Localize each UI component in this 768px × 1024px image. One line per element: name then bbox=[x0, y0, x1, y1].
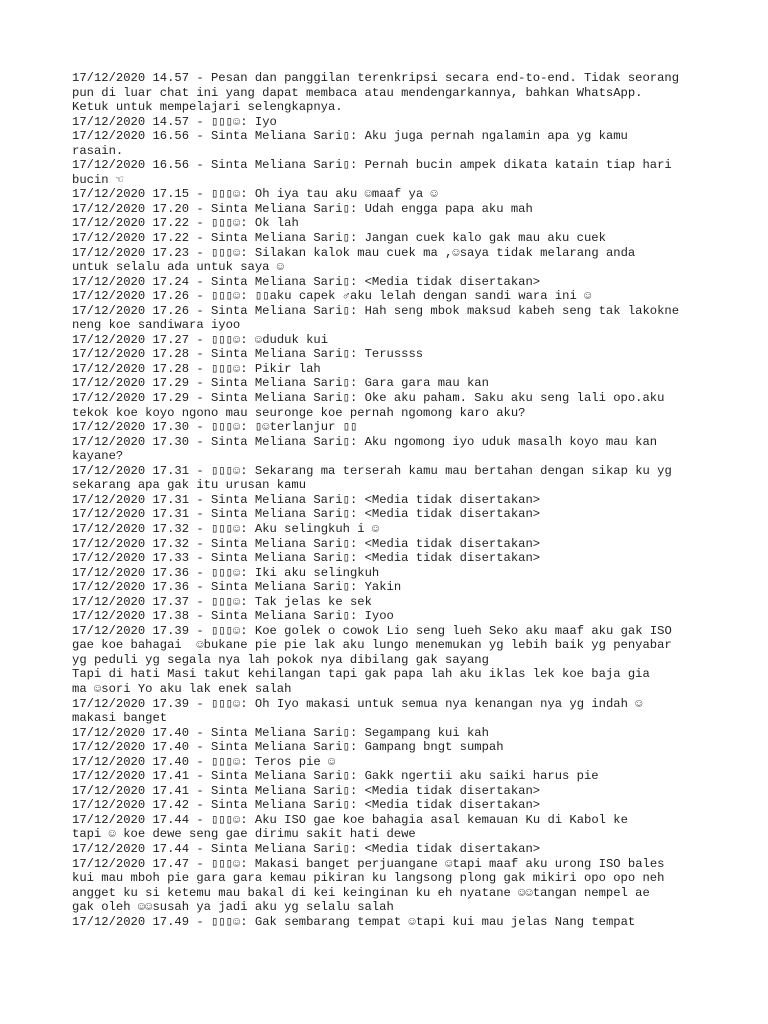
text-line: 17/12/2020 17.36 - ▯▯▯☺: Iki aku selingkuh bbox=[72, 565, 380, 580]
text-line: 17/12/2020 16.56 - Sinta Meliana Sari▯: Aku juga pernah ngalamin apa yg kamu bbox=[72, 129, 628, 144]
chat-export-text bbox=[72, 71, 702, 929]
text-line: yg peduli yg segala nya lah pokok nya dibilang gak sayang bbox=[72, 652, 489, 667]
text-line: 17/12/2020 17.47 - ▯▯▯☺: Makasi banget perjuangane ☺tapi maaf aku urong ISO bales bbox=[72, 856, 665, 871]
text-line: 17/12/2020 17.27 - ▯▯▯☺: ☺duduk kui bbox=[72, 332, 329, 347]
text-line: 17/12/2020 17.44 - ▯▯▯☺: Aku ISO gae koe bahagia asal kemauan Ku di Kabol ke bbox=[72, 812, 628, 827]
text-line: 17/12/2020 17.37 - ▯▯▯☺: Tak jelas ke sek bbox=[72, 594, 372, 609]
text-line: 17/12/2020 17.28 - Sinta Meliana Sari▯: Terussss bbox=[72, 347, 424, 362]
text-line: 17/12/2020 17.42 - Sinta Meliana Sari▯: <Media tidak disertakan> bbox=[72, 798, 541, 813]
text-line: 17/12/2020 17.40 - Sinta Meliana Sari▯: Segampang kui kah bbox=[72, 725, 489, 740]
text-line: sekarang apa gak itu urusan kamu bbox=[72, 478, 307, 493]
text-line: 17/12/2020 17.31 - Sinta Meliana Sari▯: <Media tidak disertakan> bbox=[72, 507, 541, 522]
text-line: 17/12/2020 17.36 - Sinta Meliana Sari▯: Yakin bbox=[72, 580, 402, 595]
text-line: 17/12/2020 16.56 - Sinta Meliana Sari▯: Pernah bucin ampek dikata katain tiap hari bbox=[72, 158, 672, 173]
text-line: kayane? bbox=[72, 449, 124, 464]
text-line: 17/12/2020 17.41 - Sinta Meliana Sari▯: Gakk ngertii aku saiki harus pie bbox=[72, 769, 599, 784]
text-line: gak oleh ☺☺susah ya jadi aku yg selalu salah bbox=[72, 900, 394, 915]
text-line: 17/12/2020 17.39 - ▯▯▯☺: Koe golek o cowok Lio seng lueh Seko aku maaf aku gak ISO bbox=[72, 623, 672, 638]
text-line: 17/12/2020 17.31 - ▯▯▯☺: Sekarang ma terserah kamu mau bertahan dengan sikap ku yg bbox=[72, 463, 672, 478]
text-line: untuk selalu ada untuk saya ☺ bbox=[72, 260, 285, 275]
text-line: kui mau mboh pie gara gara kemau pikiran ku langsong plong gak mikiri opo opo neh bbox=[72, 871, 665, 886]
text-line: 17/12/2020 17.30 - Sinta Meliana Sari▯: Aku ngomong iyo uduk masalh koyo mau kan bbox=[72, 434, 658, 449]
text-line: 17/12/2020 17.26 - ▯▯▯☺: ▯▯aku capek ♂aku lelah dengan sandi wara ini ☺ bbox=[72, 289, 592, 304]
text-line: 17/12/2020 17.32 - Sinta Meliana Sari▯: <Media tidak disertakan> bbox=[72, 536, 541, 551]
text-line: 17/12/2020 17.22 - ▯▯▯☺: Ok lah bbox=[72, 216, 299, 231]
text-line: 17/12/2020 17.31 - Sinta Meliana Sari▯: <Media tidak disertakan> bbox=[72, 492, 541, 507]
text-line: rasain. bbox=[72, 143, 124, 158]
text-line: pun di luar chat ini yang dapat membaca atau mendengarkannya, bahkan WhatsApp. bbox=[72, 85, 643, 100]
text-line: 17/12/2020 17.29 - Sinta Meliana Sari▯: Oke aku paham. Saku aku seng lali opo.aku bbox=[72, 391, 665, 406]
text-line: 17/12/2020 14.57 - ▯▯▯☺: Iyo bbox=[72, 114, 277, 129]
text-line: 17/12/2020 17.24 - Sinta Meliana Sari▯: <Media tidak disertakan> bbox=[72, 274, 541, 289]
text-line: 17/12/2020 17.28 - ▯▯▯☺: Pikir lah bbox=[72, 361, 321, 376]
text-line: angget ku si ketemu mau bakal di kei keinginan ku eh nyatane ☺☺tangan nempel ae bbox=[72, 885, 650, 900]
text-line: 17/12/2020 17.33 - Sinta Meliana Sari▯: <Media tidak disertakan> bbox=[72, 551, 541, 566]
text-line: 17/12/2020 17.38 - Sinta Meliana Sari▯: Iyoo bbox=[72, 609, 394, 624]
text-line: 17/12/2020 17.40 - Sinta Meliana Sari▯: Gampang bngt sumpah bbox=[72, 740, 504, 755]
text-line: Ketuk untuk mempelajari selengkapnya. bbox=[72, 100, 343, 115]
text-line: 17/12/2020 17.29 - Sinta Meliana Sari▯: Gara gara mau kan bbox=[72, 376, 489, 391]
text-line: 17/12/2020 17.30 - ▯▯▯☺: ▯☺terlanjur ▯▯ bbox=[72, 420, 358, 435]
text-line: neng koe sandiwara iyoo bbox=[72, 318, 241, 333]
text-line: gae koe bahagai ☺bukane pie pie lak aku lungo menemukan yg lebih baik yg penyabar bbox=[72, 638, 672, 653]
text-line: 17/12/2020 17.15 - ▯▯▯☺: Oh iya tau aku ☺maaf ya ☺ bbox=[72, 187, 438, 202]
text-line: 17/12/2020 17.39 - ▯▯▯☺: Oh Iyo makasi untuk semua nya kenangan nya yg indah ☺ bbox=[72, 696, 643, 711]
text-line: 17/12/2020 17.40 - ▯▯▯☺: Teros pie ☺ bbox=[72, 754, 336, 769]
text-line: 17/12/2020 17.23 - ▯▯▯☺: Silakan kalok mau cuek ma ,☺saya tidak melarang anda bbox=[72, 245, 636, 260]
text-line: 17/12/2020 17.22 - Sinta Meliana Sari▯: Jangan cuek kalo gak mau aku cuek bbox=[72, 231, 606, 246]
text-line: 17/12/2020 17.49 - ▯▯▯☺: Gak sembarang tempat ☺tapi kui mau jelas Nang tempat bbox=[72, 914, 636, 929]
text-line: 17/12/2020 17.32 - ▯▯▯☺: Aku selingkuh i ☺ bbox=[72, 521, 380, 536]
text-line: bucin ☜ bbox=[72, 172, 124, 187]
text-line: ma ☺sori Yo aku lak enek salah bbox=[72, 681, 292, 696]
text-line: 17/12/2020 17.44 - Sinta Meliana Sari▯: <Media tidak disertakan> bbox=[72, 841, 541, 856]
text-line: 17/12/2020 17.41 - Sinta Meliana Sari▯: <Media tidak disertakan> bbox=[72, 783, 541, 798]
text-line: tekok koe koyo ngono mau seuronge koe pernah ngomong karo aku? bbox=[72, 405, 526, 420]
text-line: 17/12/2020 14.57 - Pesan dan panggilan terenkripsi secara end-to-end. Tidak seorang bbox=[72, 71, 680, 85]
text-line: tapi ☺ koe dewe seng gae dirimu sakit hati dewe bbox=[72, 827, 416, 842]
text-line: makasi banget bbox=[72, 711, 168, 726]
text-line: 17/12/2020 17.20 - Sinta Meliana Sari▯: Udah engga papa aku mah bbox=[72, 201, 533, 216]
text-line: Tapi di hati Masi takut kehilangan tapi gak papa lah aku iklas lek koe baja gia bbox=[72, 667, 650, 682]
text-line: 17/12/2020 17.26 - Sinta Meliana Sari▯: Hah seng mbok maksud kabeh seng tak lakokne bbox=[72, 303, 680, 318]
